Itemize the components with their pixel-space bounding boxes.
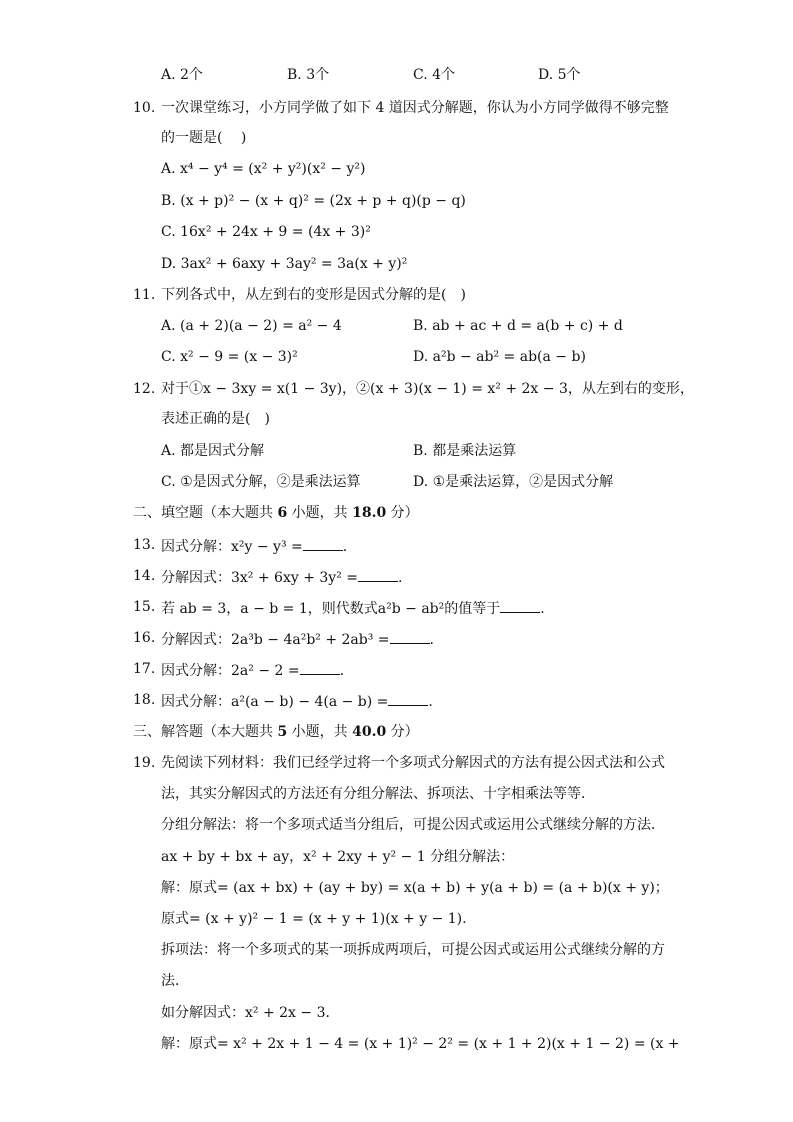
material-line: 先阅读下列材料：我们已经学过将一个多项式分解因式的方法有提公因式法和公式 <box>161 755 665 771</box>
question-number: 15. <box>133 599 156 615</box>
answer-blank[interactable] <box>390 629 430 644</box>
material-line: ax + by + bx + ay，x² + 2xy + y² − 1 分组分解法： <box>161 849 515 865</box>
question-text: 分解因式：3x² + 6xy + 3y² = <box>161 570 358 586</box>
question-number: 10. <box>133 100 156 116</box>
option-d: D. 3ax² + 6axy + 3ay² = 3a(x + y)² <box>161 256 408 272</box>
option-b: B. 3个 <box>287 67 330 83</box>
section-text: 分） <box>386 724 419 740</box>
fill-question <box>161 567 402 587</box>
period: . <box>540 601 545 617</box>
question-number: 13. <box>133 537 156 553</box>
option-a: A. (a + 2)(a − 2) = a² − 4 <box>161 318 342 334</box>
question-number: 17. <box>133 661 156 677</box>
fill-question <box>161 598 545 618</box>
question-text: 若 ab = 3，a − b = 1，则代数式a²b − ab²的值等于 <box>161 601 501 617</box>
material-line: 法． <box>161 973 189 989</box>
option-a: A. 2个 <box>161 67 203 83</box>
option-c: C. x² − 9 = (x − 3)² <box>161 349 298 365</box>
material-line: 拆项法：将一个多项式的某一项拆成两项后，可提公因式或运用公式继续分解的方 <box>161 942 665 958</box>
section-text: 二、填空题（本大题共 <box>133 505 278 521</box>
fill-question <box>161 691 433 711</box>
question-number: 18. <box>133 692 156 708</box>
question-stem: 对于①x − 3xy = x(1 − 3y)，②(x + 3)(x − 1) = x² + 2x − 3，从左到右的变形， <box>161 381 694 397</box>
question-number: 14. <box>133 568 156 584</box>
period: . <box>428 694 433 710</box>
section-score: 40.0 <box>352 724 387 740</box>
section-text: 小题，共 <box>287 724 353 740</box>
material-line: 如分解因式：x² + 2x − 3． <box>161 1005 340 1021</box>
question-number: 12. <box>133 381 156 397</box>
section-header-solve <box>133 723 419 741</box>
section-text: 小题，共 <box>287 505 353 521</box>
material-line: 分组分解法：将一个多项式适当分组后，可提公因式或运用公式继续分解的方法． <box>161 817 665 833</box>
material-line: 解：原式= (ax + bx) + (ay + by) = x(a + b) + y(a + b) = (a + b)(x + y)； <box>161 880 669 896</box>
answer-blank[interactable] <box>303 536 343 551</box>
question-stem: 下列各式中，从左到右的变形是因式分解的是( ) <box>161 287 466 303</box>
question-number: 11. <box>133 287 156 303</box>
section-header-fill-in <box>133 504 419 522</box>
question-number: 16. <box>133 630 156 646</box>
question-text: 因式分解：a²(a − b) − 4(a − b) = <box>161 694 389 710</box>
period: . <box>339 663 345 679</box>
question-number: 19. <box>133 755 156 771</box>
option-b: B. (x + p)² − (x + q)² = (2x + p + q)(p − q) <box>161 193 466 209</box>
material-line: 解：原式= x² + 2x + 1 − 4 = (x + 1)² − 2² = (x + 1 + 2)(x + 1 − 2) = (x + <box>161 1036 680 1052</box>
period: . <box>342 539 348 555</box>
question-stem: 一次课堂练习，小方同学做了如下 4 道因式分解题，你认为小方同学做得不够完整 <box>161 100 669 116</box>
period: . <box>429 632 434 648</box>
question-stem-cont: 表述正确的是( ) <box>161 411 270 427</box>
material-line: 法，其实分解因式的方法还有分组分解法、拆项法、十字相乘法等等． <box>161 786 595 802</box>
question-text: 因式分解：2a² − 2 = <box>161 663 300 679</box>
question-text: 分解因式：2a³b − 4a²b² + 2ab³ = <box>161 632 390 648</box>
option-a: A. x⁴ − y⁴ = (x² + y²)(x² − y²) <box>161 161 366 177</box>
question-stem-cont: 的一题是( ) <box>161 130 247 146</box>
option-d: D. 5个 <box>538 67 581 83</box>
answer-blank[interactable] <box>388 691 428 706</box>
section-count: 6 <box>277 505 288 521</box>
option-a: A. 都是因式分解 <box>161 443 265 459</box>
option-d: D. a²b − ab² = ab(a − b) <box>413 349 586 365</box>
fill-question <box>161 660 344 680</box>
question-text: 因式分解：x²y − y³ = <box>161 539 303 555</box>
material-line: 原式= (x + y)² − 1 = (x + y + 1)(x + y − 1). <box>161 911 467 927</box>
option-c: C. 16x² + 24x + 9 = (4x + 3)² <box>161 224 371 240</box>
option-c: C. 4个 <box>413 67 456 83</box>
option-c: C. ①是因式分解，②是乘法运算 <box>161 474 361 490</box>
answer-blank[interactable] <box>500 598 540 613</box>
option-b: B. 都是乘法运算 <box>413 443 517 459</box>
section-count: 5 <box>277 724 288 740</box>
option-d: D. ①是乘法运算，②是因式分解 <box>413 474 614 490</box>
section-text: 分） <box>386 505 419 521</box>
section-text: 三、解答题（本大题共 <box>133 724 278 740</box>
answer-blank[interactable] <box>358 567 398 582</box>
fill-question <box>161 629 434 649</box>
period: . <box>398 570 403 586</box>
fill-question <box>161 536 347 556</box>
section-score: 18.0 <box>352 505 387 521</box>
option-b: B. ab + ac + d = a(b + c) + d <box>413 318 623 334</box>
answer-blank[interactable] <box>300 660 340 675</box>
